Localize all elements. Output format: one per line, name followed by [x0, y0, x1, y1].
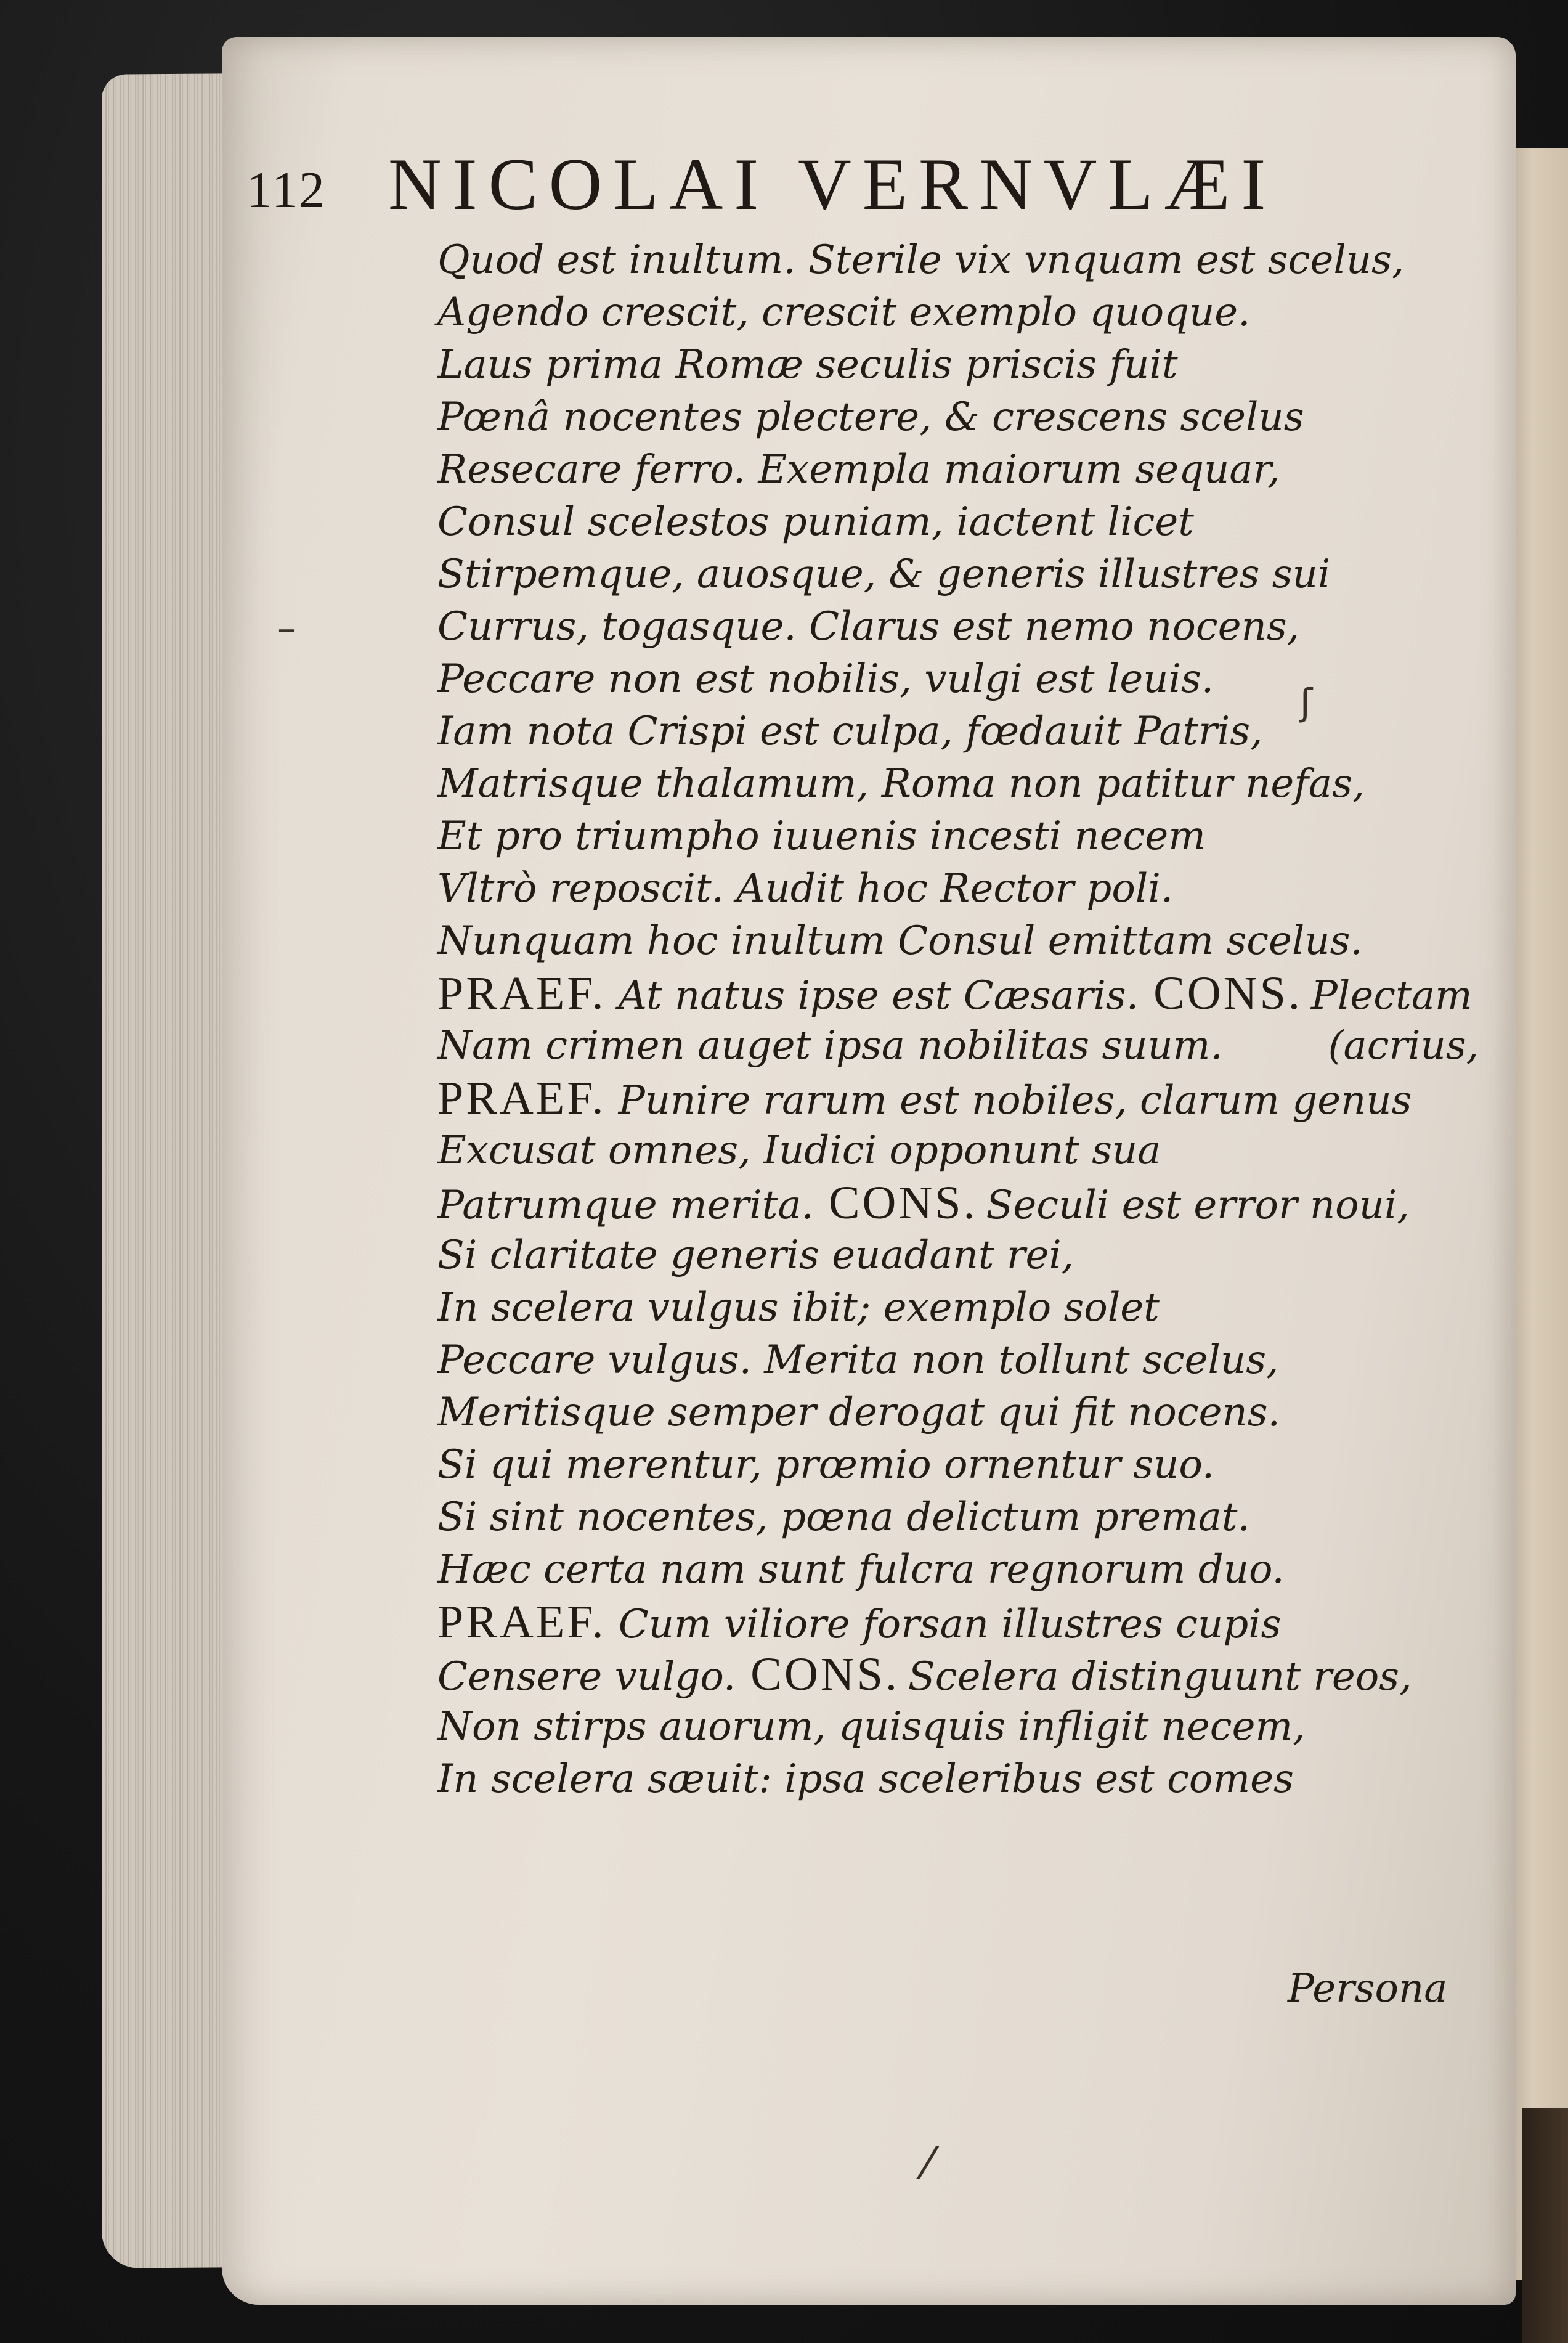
verse-line — [437, 1648, 1479, 1701]
verse-line — [437, 915, 1479, 968]
book-cover-edge — [1522, 2108, 1568, 2343]
verse-line — [437, 1491, 1479, 1544]
verse-text: Stirpemque, auosque, & generis illustres sui — [437, 552, 1331, 597]
verse-text: Consul scelestos puniam, iactent licet — [437, 499, 1194, 545]
verse-line — [437, 601, 1479, 653]
speaker-label: CONS. — [828, 1177, 978, 1229]
verse-line — [437, 706, 1479, 758]
verse-line — [437, 287, 1479, 339]
verse-text: Nunquam hoc inultum Consul emittam scelus. — [437, 918, 1363, 964]
verse-text: Punire rarum est nobiles, clarum genus — [618, 1078, 1412, 1123]
verse-text: At natus ipse est Cæsaris. — [618, 973, 1139, 1019]
verse-text: Si qui merentur, prœmio ornentur suo. — [437, 1442, 1215, 1488]
verse-line — [437, 444, 1479, 496]
verse-text: In scelera vulgus ibit; exemplo solet — [437, 1285, 1160, 1330]
turnover-word: (acrius, — [1328, 1023, 1479, 1069]
verse-line — [437, 1125, 1479, 1177]
verse-text: Iam nota Crispi est culpa, fœdauit Patris, — [437, 709, 1263, 754]
verse-line — [437, 1596, 1479, 1648]
verse-text: Si claritate generis euadant rei, — [437, 1233, 1074, 1278]
verse-block — [437, 234, 1479, 2021]
running-head — [246, 142, 1417, 228]
verse-line — [437, 548, 1479, 601]
ink-mark: ⁄ — [924, 2138, 932, 2189]
verse-line — [437, 1387, 1479, 1439]
speaker-label: PRAEF. — [437, 1596, 606, 1648]
verse-text-continuation: Scelera distinguunt reos, — [908, 1654, 1412, 1700]
verse-text: Censere vulgo. — [437, 1654, 736, 1700]
verse-text: Et pro triumpho iuuenis incesti necem — [437, 813, 1206, 859]
verse-line — [437, 496, 1479, 548]
ink-mark: – — [277, 607, 296, 650]
verse-line — [437, 758, 1479, 810]
catchword: Persona — [1288, 1966, 1448, 2011]
speaker-label: CONS. — [750, 1648, 900, 1700]
verse-text: Laus prima Romæ seculis priscis fuit — [437, 342, 1178, 388]
verse-text: In scelera sæuit: ipsa sceleribus est comes — [437, 1756, 1294, 1802]
speaker-label: CONS. — [1153, 968, 1302, 1019]
verse-line — [437, 1020, 1479, 1072]
verse-text: Cum viliore forsan illustres cupis — [618, 1602, 1282, 1647]
verse-text-continuation: Plectam — [1310, 973, 1473, 1019]
verse-line — [437, 810, 1479, 863]
speaker-label: PRAEF. — [437, 1072, 606, 1124]
running-title: NICOLAI VERNVLÆI — [388, 143, 1277, 225]
verse-text: Patrumque merita. — [437, 1183, 814, 1228]
verse-text: Hæc certa nam sunt fulcra regnorum duo. — [437, 1547, 1285, 1592]
verse-line — [437, 1177, 1479, 1229]
verse-text: Resecare ferro. Exempla maiorum sequar, — [437, 447, 1280, 492]
verse-line — [437, 234, 1479, 287]
bleed-through-text — [1522, 308, 1565, 1726]
verse-line — [437, 653, 1479, 706]
verse-text: Peccare vulgus. Merita non tollunt scelus, — [437, 1337, 1279, 1383]
verse-text: Nam crimen auget ipsa nobilitas suum. — [437, 1023, 1223, 1069]
verse-text: Meritisque semper derogat qui fit nocens. — [437, 1390, 1280, 1435]
ink-mark: ʃ — [1300, 681, 1313, 724]
verse-line — [437, 339, 1479, 391]
verse-line — [437, 1229, 1479, 1282]
verse-text: Pœnâ nocentes plectere, & crescens scelus — [437, 394, 1304, 440]
verse-text: Non stirps auorum, quisquis infligit necem, — [437, 1704, 1306, 1750]
verse-line — [437, 391, 1479, 444]
speaker-label: PRAEF. — [437, 968, 606, 1019]
verse-line — [437, 968, 1479, 1020]
verse-line — [437, 1544, 1479, 1596]
verse-text: Quod est inultum. Sterile vix vnquam est scelus, — [437, 237, 1405, 283]
verse-line — [437, 1701, 1479, 1753]
verse-line — [437, 1334, 1479, 1387]
verse-line — [437, 1439, 1479, 1491]
verse-text: Vltrò reposcit. Audit hoc Rector poli. — [437, 866, 1174, 911]
verse-text: Matrisque thalamum, Roma non patitur nefas, — [437, 761, 1365, 807]
verse-text: Excusat omnes, Iudici opponunt sua — [437, 1128, 1161, 1173]
page-number: 112 — [246, 161, 326, 219]
verse-line — [437, 1753, 1479, 1806]
verse-text-continuation: Seculi est error noui, — [986, 1183, 1410, 1228]
verse-line — [437, 863, 1479, 915]
verse-text: Agendo crescit, crescit exemplo quoque. — [437, 290, 1251, 335]
verse-line — [437, 1282, 1479, 1334]
verse-line — [437, 1072, 1479, 1125]
verse-text: Si sint nocentes, pœna delictum premat. — [437, 1494, 1250, 1540]
verse-text: Currus, togasque. Clarus est nemo nocens, — [437, 604, 1299, 650]
verse-text: Peccare non est nobilis, vulgi est leuis. — [437, 656, 1214, 702]
